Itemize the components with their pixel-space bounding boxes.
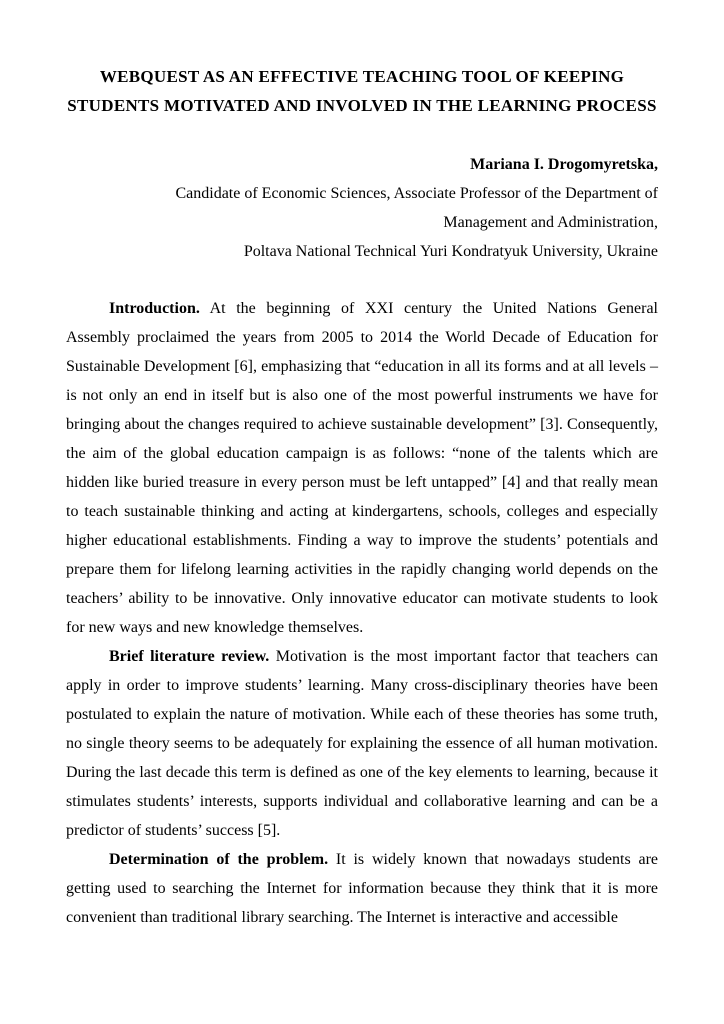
- author-affiliation-line: Candidate of Economic Sciences, Associate Professor of the Department of: [175, 185, 658, 202]
- paragraph-problem-determination: [66, 845, 658, 932]
- paragraph-lead: Brief literature review.: [109, 648, 270, 665]
- paragraph-introduction: [66, 294, 658, 642]
- paragraph-text: It is widely known that nowadays students are getting used to searching the Internet for information because they think that it is more convenient than traditional library searching. The Internet is interactive and accessible: [66, 851, 659, 926]
- paragraph-text: Motivation is the most important factor that teachers can apply in order to improve students’ learning. Many cross-disciplinary theories have been postulated to explain the nature of motivation. While each of these theories has some truth, no single theory seems to be adequately for explaining the essence of all human motivation. During the last decade this term is defined as one of the key elements to learning, because it stimulates students’ interests, supports individual and collaborative learning and can be a predictor of students’ success [5].: [66, 648, 659, 839]
- author-affiliation-line: Management and Administration,: [443, 214, 658, 231]
- paper-title-line-2: STUDENTS MOTIVATED AND INVOLVED IN THE LEARNING PROCESS: [67, 96, 657, 115]
- paragraph-text: At the beginning of XXI century the United Nations General Assembly proclaimed the years from 2005 to 2014 the World Decade of Education for Sustainable Development [6], emphasizing that “education in all its forms and at all levels – is not only an end in itself but is also one of the most powerful instruments we have for bringing about the changes required to achieve sustainable development” [3]. Consequently, the aim of the global education campaign is as follows: “none of the talents which are hidden like buried treasure in every person must be left untapped” [4] and that really mean to teach sustainable thinking and acting at kindergartens, schools, colleges and especially higher educational establishments. Finding a way to improve the students’ potentials and prepare them for lifelong learning activities in the rapidly changing world depends on the teachers’ ability to be innovative. Only innovative educator can motivate students to look for new ways and new knowledge themselves.: [66, 300, 658, 636]
- author-block: [66, 150, 658, 266]
- paper-body: [66, 294, 658, 932]
- author-name: Mariana I. Drogomyretska,: [470, 156, 658, 173]
- author-affiliation-line: Poltava National Technical Yuri Kondratyuk University, Ukraine: [243, 243, 658, 260]
- paper-title: [66, 62, 658, 120]
- paragraph-lead: Introduction.: [109, 300, 200, 317]
- paragraph-lead: Determination of the problem.: [109, 851, 329, 868]
- paper-title-line-1: WEBQUEST AS AN EFFECTIVE TEACHING TOOL OF KEEPING: [99, 67, 625, 86]
- paragraph-literature-review: [66, 642, 658, 845]
